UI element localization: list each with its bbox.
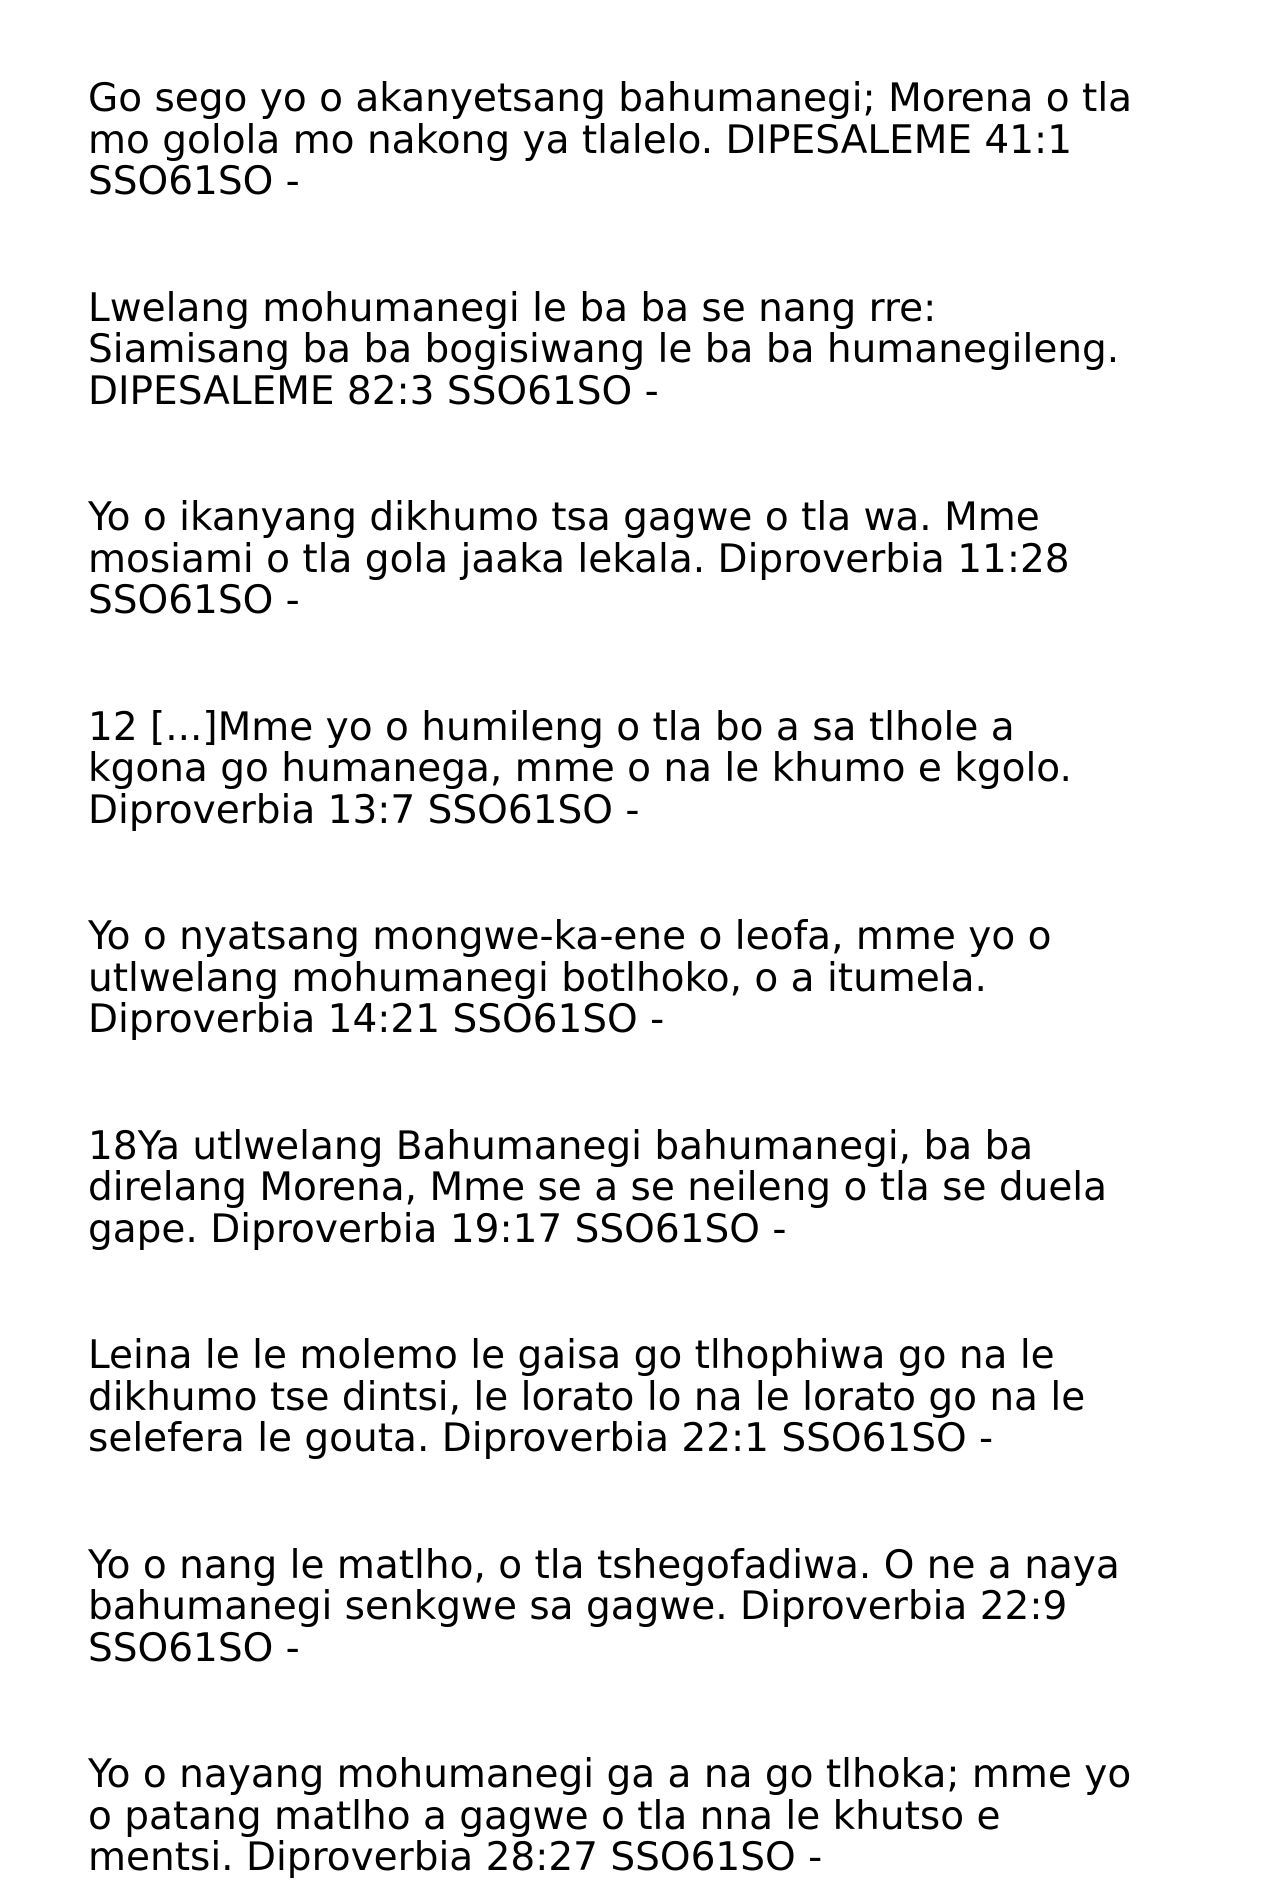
- verse-paragraph: [88, 704, 1208, 833]
- text-line: selefera le gouta. Diproverbia 22:1 SSO61SO -: [88, 1416, 994, 1461]
- text-line: Yo o nang le matlho, o tla tshegofadiwa. O ne a naya: [88, 1542, 1120, 1588]
- text-line: mentsi. Diproverbia 28:27 SSO61SO -: [88, 1835, 823, 1880]
- verse-paragraph: [88, 1335, 1208, 1460]
- text-line: Yo o ikanyang dikhumo tsa gagwe o tla wa. Mme: [88, 495, 1040, 540]
- text-line: Go sego yo o akanyetsang bahumanegi; Morena o tla: [88, 76, 1133, 121]
- verse-paragraph: [88, 1754, 1208, 1879]
- verse-paragraph: [88, 1542, 1208, 1671]
- verse-paragraph: [88, 1123, 1208, 1252]
- text-line: 18Ya utlwelang Bahumanegi bahumanegi, ba ba: [88, 1123, 1034, 1169]
- text-line: mo golola mo nakong ya tlalelo. DIPESALEME 41:1: [88, 117, 1073, 163]
- verse-paragraph: [88, 285, 1208, 414]
- text-line: gape. Diproverbia 19:17 SSO61SO -: [88, 1206, 787, 1252]
- verse-paragraph: [88, 78, 1208, 203]
- text-line: SSO61SO -: [88, 159, 300, 204]
- text-line: Lwelang mohumanegi le ba ba se nang rre:: [88, 285, 937, 331]
- text-line: dikhumo tse dintsi, le lorato lo na le lorato go na le: [88, 1374, 1086, 1420]
- text-line: kgona go humanega, mme o na le khumo e kgolo.: [88, 746, 1072, 791]
- text-line: mosiami o tla gola jaaka lekala. Diproverbia 11:28: [88, 536, 1070, 582]
- verse-paragraph: [88, 497, 1208, 622]
- text-line: 12 [...]Mme yo o humileng o tla bo a sa tlhole a: [88, 704, 1015, 750]
- text-line: Diproverbia 13:7 SSO61SO -: [88, 787, 640, 833]
- document-page: [88, 78, 1208, 1879]
- text-line: DIPESALEME 82:3 SSO61SO -: [88, 368, 659, 414]
- text-line: Yo o nayang mohumanegi ga a na go tlhoka; mme yo: [88, 1752, 1132, 1797]
- text-line: SSO61SO -: [88, 1625, 300, 1671]
- text-line: Leina le le molemo le gaisa go tlhophiwa go na le: [88, 1333, 1055, 1378]
- text-line: bahumanegi senkgwe sa gagwe. Diproverbia 22:9: [88, 1584, 1068, 1629]
- text-line: direlang Morena, Mme se a se neileng o tla se duela: [88, 1165, 1108, 1210]
- text-line: o patang matlho a gagwe o tla nna le khutso e: [88, 1793, 1001, 1839]
- text-line: Yo o nyatsang mongwe-ka-ene o leofa, mme yo o: [88, 914, 1052, 959]
- text-line: SSO61SO -: [88, 578, 300, 623]
- text-line: Siamisang ba ba bogisiwang le ba ba humanegileng.: [88, 327, 1120, 372]
- verse-paragraph: [88, 916, 1208, 1041]
- text-line: utlwelang mohumanegi botlhoko, o a itumela.: [88, 955, 987, 1001]
- text-line: Diproverbia 14:21 SSO61SO -: [88, 997, 665, 1042]
